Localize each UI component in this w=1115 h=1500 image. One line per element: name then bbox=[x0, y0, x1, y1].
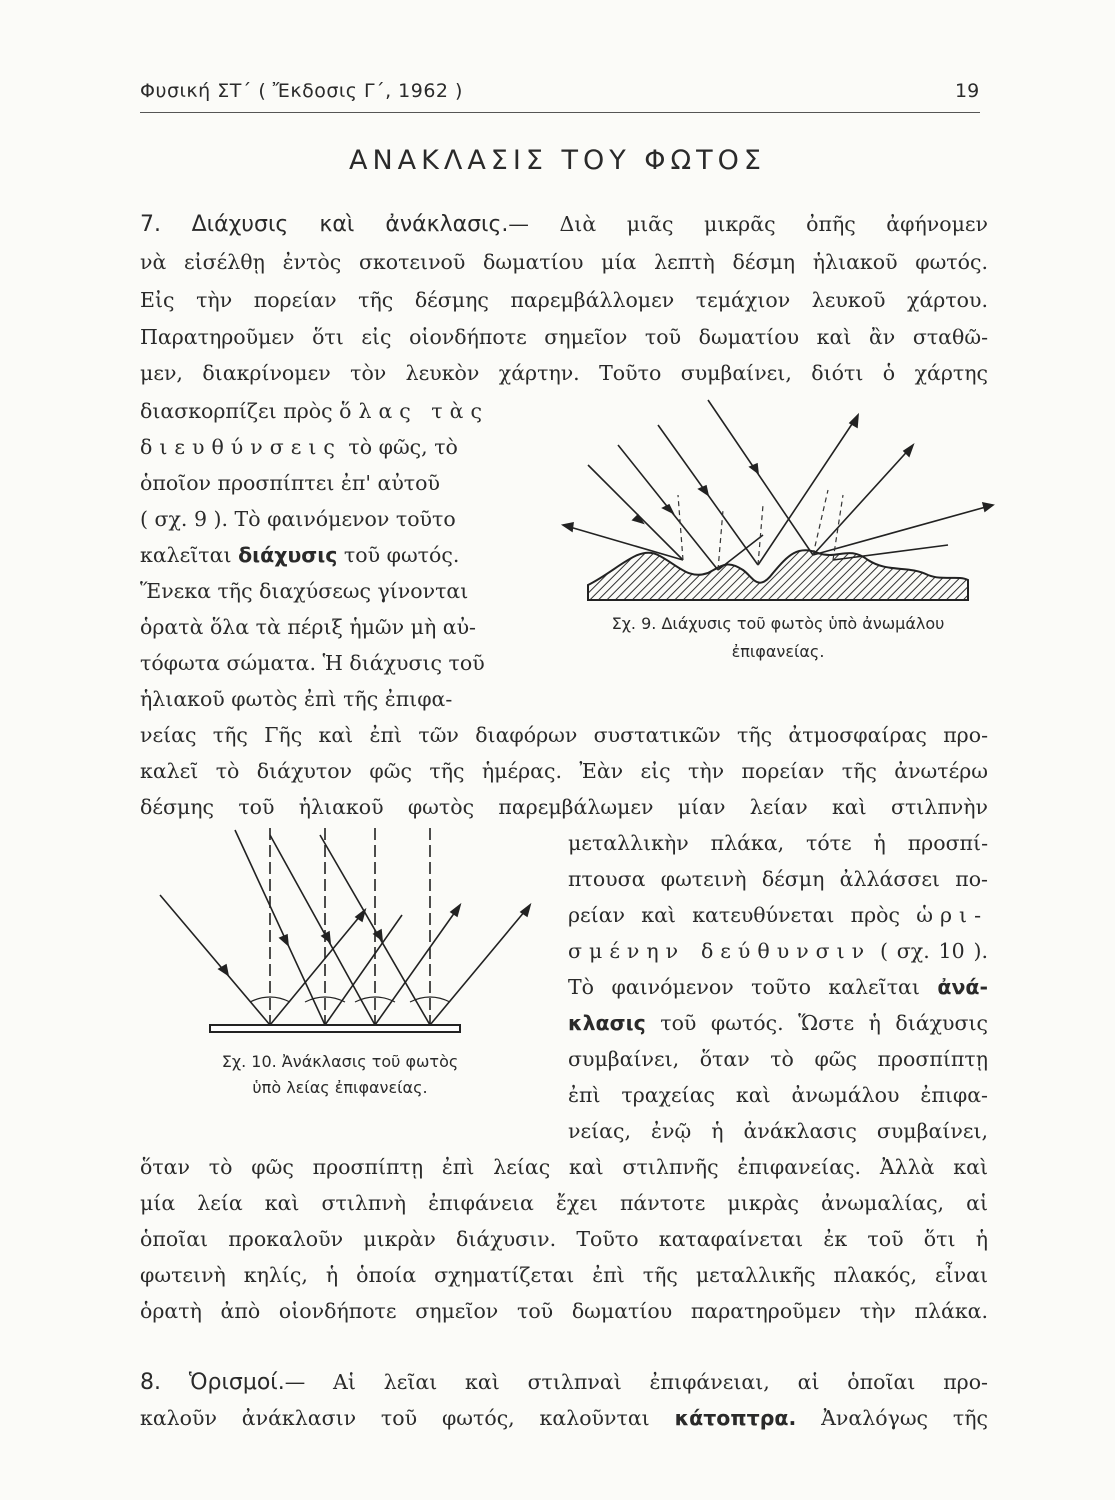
spaced-text: ὡρι- bbox=[916, 903, 988, 927]
bold-term: διάχυσις bbox=[238, 543, 338, 567]
page-number: 19 bbox=[955, 80, 980, 102]
paragraph-line: ἡλιακοῦ φωτὸς ἐπὶ τῆς ἐπιφα- bbox=[140, 687, 453, 711]
section-heading: Ὁρισμοί. bbox=[188, 1370, 285, 1395]
line-text: Ἀναλόγως τῆς bbox=[821, 1406, 988, 1430]
paragraph-line: νὰ εἰσέλθῃ ἐντὸς σκοτεινοῦ δωματίου μία λεπτὴ δέσμη ἡλιακοῦ φωτός. bbox=[140, 250, 988, 274]
paragraph-line: φωτεινὴ κηλίς, ἡ ὁποία σχηματίζεται ἐπὶ τῆς μεταλλικῆς πλακός, εἶναι bbox=[140, 1263, 988, 1287]
figure-10-reflection bbox=[140, 820, 540, 1045]
paragraph-line bbox=[568, 1013, 988, 1034]
line-text: διασκορπίζει πρὸς bbox=[140, 399, 333, 423]
line-text: ( σχ. 10 ). bbox=[879, 939, 988, 963]
paragraph-line bbox=[140, 545, 459, 566]
spaced-text: διευθύνσεις bbox=[140, 435, 342, 459]
figure-10-caption-line2: ὑπὸ λείας ἐπιφανείας. bbox=[252, 1078, 428, 1097]
paragraph-line: ὁρατὴ ἀπὸ οἱονδήποτε σημεῖον τοῦ δωματίου παρατηροῦμεν τὴν πλάκα. bbox=[140, 1299, 988, 1323]
paragraph-line bbox=[568, 905, 988, 926]
section-number: 7. bbox=[140, 212, 161, 237]
paragraph-line: πτουσα φωτεινὴ δέσμη ἀλλάσσει πο- bbox=[568, 867, 988, 891]
paragraph-line: μεταλλικὴν πλάκα, τότε ἡ προσπί- bbox=[568, 831, 988, 855]
paragraph-line: μεν, διακρίνομεν τὸν λευκὸν χάρτην. Τοῦτο συμβαίνει, διότι ὁ χάρτης bbox=[140, 361, 988, 385]
figure-9-caption-line2: ἐπιφανείας. bbox=[731, 642, 825, 661]
paragraph-line bbox=[140, 214, 988, 236]
paragraph-line bbox=[140, 1408, 988, 1429]
line-text: τοῦ φωτός. bbox=[343, 543, 460, 567]
line-text: τοῦ φωτός. Ὥστε ἡ διάχυσις bbox=[660, 1011, 988, 1035]
line-text: ρείαν καὶ κατευθύνεται πρὸς bbox=[568, 903, 900, 927]
paragraph-line: ἐπὶ τραχείας καὶ ἀνωμάλου ἐπιφα- bbox=[568, 1083, 988, 1107]
chapter-title: ΑΝΑΚΛΑΣΙΣ ΤΟΥ ΦΩΤΟΣ bbox=[349, 145, 766, 176]
paragraph-line bbox=[140, 437, 458, 458]
section-heading: Διάχυσις καὶ ἀνάκλασις. bbox=[191, 212, 509, 237]
paragraph-line: νείας τῆς Γῆς καὶ ἐπὶ τῶν διαφόρων συστατικῶν τῆς ἀτμοσφαίρας προ- bbox=[140, 723, 988, 747]
paragraph-line: ὁποῖαι προκαλοῦν μικρὰν διάχυσιν. Τοῦτο καταφαίνεται ἐκ τοῦ ὅτι ἡ bbox=[140, 1227, 988, 1251]
paragraph-line bbox=[140, 401, 489, 422]
line-text: καλοῦν ἀνάκλασιν τοῦ φωτός, καλοῦνται bbox=[140, 1406, 650, 1430]
paragraph-line: ὁποῖον προσπίπτει ἐπ' αὐτοῦ bbox=[140, 471, 440, 495]
paragraph-line: συμβαίνει, ὅταν τὸ φῶς προσπίπτῃ bbox=[568, 1047, 988, 1071]
line-text: — Αἱ λεῖαι καὶ στιλπναὶ ἐπιφάνειαι, αἱ ὁποῖαι προ- bbox=[284, 1370, 988, 1394]
bold-term: κάτοπτρα. bbox=[674, 1406, 797, 1430]
paragraph-line: μία λεία καὶ στιλπνὴ ἐπιφάνεια ἔχει πάντοτε μικρὰς ἀνωμαλίας, αἱ bbox=[140, 1191, 988, 1215]
paragraph-line: νείας, ἐνῷ ἡ ἀνάκλασις συμβαίνει, bbox=[568, 1119, 988, 1143]
paragraph-line: ὁρατὰ ὅλα τὰ πέριξ ἡμῶν μὴ αὐ- bbox=[140, 615, 476, 639]
section-number: 8. bbox=[140, 1370, 161, 1395]
paragraph-line: Ἕνεκα τῆς διαχύσεως γίνονται bbox=[140, 579, 469, 603]
paragraph-line: τόφωτα σώματα. Ἡ διάχυσις τοῦ bbox=[140, 651, 485, 675]
line-text: — Διὰ μιᾶς μικρᾶς ὀπῆς ἀφήνομεν bbox=[508, 212, 988, 236]
line-text: τὸ φῶς, τὸ bbox=[348, 435, 458, 459]
paragraph-line: Εἰς τὴν πορείαν τῆς δέσμης παρεμβάλλομεν τεμάχιον λευκοῦ χάρτου. bbox=[140, 288, 988, 312]
spaced-text: σμένην δεύθυνσιν bbox=[568, 939, 872, 963]
paragraph-line: Παρατηροῦμεν ὅτι εἰς οἱονδήποτε σημεῖον τοῦ δωματίου καὶ ἂν σταθῶ- bbox=[140, 325, 988, 349]
paragraph-line: ( σχ. 9 ). Τὸ φαινόμενον τοῦτο bbox=[140, 507, 456, 531]
paragraph-line: δέσμης τοῦ ἡλιακοῦ φωτὸς παρεμβάλωμεν μίαν λείαν καὶ στιλπνὴν bbox=[140, 795, 988, 819]
line-text: καλεῖται bbox=[140, 543, 232, 567]
paragraph-line bbox=[568, 941, 988, 962]
header-rule bbox=[140, 112, 980, 113]
line-text: Τὸ φαινόμενον τοῦτο καλεῖται bbox=[568, 975, 920, 999]
figure-9-diffusion bbox=[548, 395, 1008, 625]
paragraph-line bbox=[140, 1372, 988, 1394]
figure-10-caption-line1: Σχ. 10. Ἀνάκλασις τοῦ φωτὸς bbox=[221, 1052, 459, 1071]
spaced-text: ὅλας τὰς bbox=[339, 399, 489, 423]
paragraph-line bbox=[568, 977, 988, 998]
paragraph-line: ὅταν τὸ φῶς προσπίπτῃ ἐπὶ λείας καὶ στιλπνῆς ἐπιφανείας. Ἀλλὰ καὶ bbox=[140, 1155, 988, 1179]
paragraph-line: καλεῖ τὸ διάχυτον φῶς τῆς ἡμέρας. Ἐὰν εἰς τὴν πορείαν τῆς ἀνωτέρω bbox=[140, 759, 988, 783]
bold-term: κλασις bbox=[568, 1011, 646, 1035]
running-header: Φυσική ΣΤ΄ ( Ἔκδοσις Γ΄, 1962 ) bbox=[140, 80, 463, 102]
bold-term: ἀνά- bbox=[937, 975, 988, 999]
figure-9-caption-line1: Σχ. 9. Διάχυσις τοῦ φωτὸς ὑπὸ ἀνωμάλου bbox=[611, 614, 945, 633]
